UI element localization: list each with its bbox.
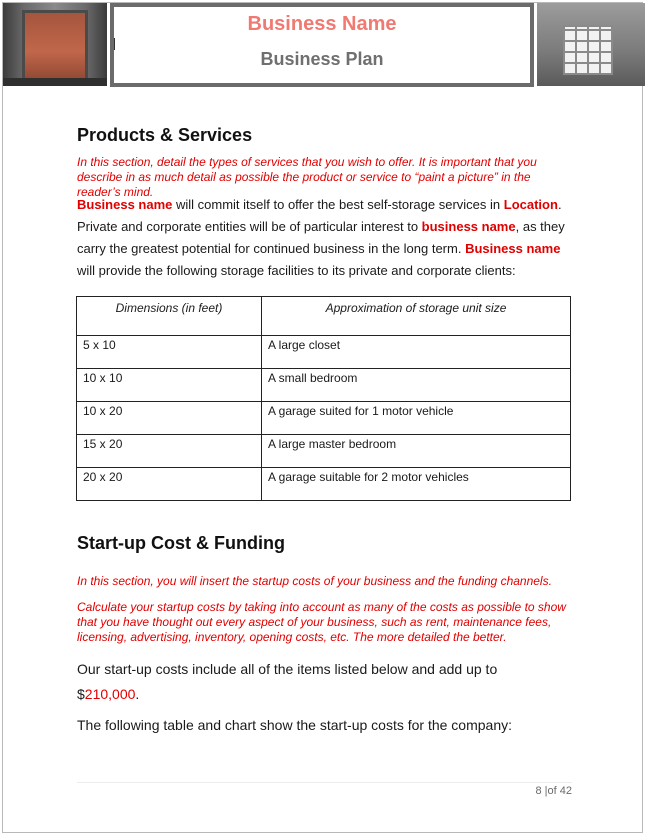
table-row <box>77 369 571 402</box>
business-plan-subtitle: Business Plan <box>260 49 384 69</box>
size-description-cell: A small bedroom <box>262 369 571 402</box>
size-description-cell: A large master bedroom <box>262 435 571 468</box>
startup-costs-paragraph: Our start-up costs include all of the items listed below and add up to $210,000. <box>77 661 498 702</box>
startup-instruction-calculate: Calculate your startup costs by taking into account as many of the costs as possible to show that you have thought out every aspect of your business, such as rent, maintenance fees, licensing, advertising, inventory, opening costs, etc. The more detailed the better. <box>77 600 566 644</box>
dimension-cell: 20 x 20 <box>77 468 262 501</box>
startup-instruction-channels: In this section, you will insert the startup costs of your business and the funding channels. <box>77 574 552 588</box>
text-cursor <box>114 38 115 50</box>
table-row <box>77 336 571 369</box>
products-services-instruction: In this section, detail the types of services that you wish to offer. It is important that you describe in as much detail as possible the product or service to “paint a picture” in the reader’s mind. <box>77 155 537 199</box>
table-row <box>77 468 571 501</box>
dimensions-column-header: Dimensions (in feet) <box>77 297 262 336</box>
page-number: 8 |of 42 <box>535 785 572 797</box>
dimension-cell: 15 x 20 <box>77 435 262 468</box>
dimension-cell: 10 x 20 <box>77 402 262 435</box>
startup-cost-heading: Start-up Cost & Funding <box>77 533 285 553</box>
products-services-heading: Products & Services <box>77 125 253 145</box>
table-header-row <box>77 297 571 336</box>
size-description-cell: A garage suited for 1 motor vehicle <box>262 402 571 435</box>
size-description-cell: A garage suitable for 2 motor vehicles <box>262 468 571 501</box>
business-name-placeholder: Business name <box>465 241 561 256</box>
footer-divider <box>77 782 572 783</box>
header-garage-image <box>537 3 645 86</box>
business-name-title: Business Name <box>247 13 397 35</box>
storage-door-graphic <box>25 13 85 83</box>
table-row <box>77 435 571 468</box>
location-placeholder: Location <box>503 197 558 212</box>
business-name-placeholder: Business name <box>77 197 173 212</box>
title-box <box>110 3 534 87</box>
size-column-header: Approximation of storage unit size <box>262 297 571 336</box>
business-name-placeholder: business name <box>421 219 516 234</box>
table-row <box>77 402 571 435</box>
dimension-cell: 5 x 10 <box>77 336 262 369</box>
dimension-cell: 10 x 10 <box>77 369 262 402</box>
header-storage-door-image <box>3 3 107 86</box>
storage-units-table <box>76 296 571 501</box>
startup-amount: 210,000 <box>84 686 136 702</box>
garage-window-graphic <box>563 25 613 75</box>
size-description-cell: A large closet <box>262 336 571 369</box>
table-chart-intro: The following table and chart show the start-up costs for the company: <box>77 717 513 733</box>
products-services-paragraph: Business name will commit itself to offer the best self-storage services in Location. Private and corporate entities will be of particular interest to business name, as they carry the greatest potential for continued business in the long term. Business name will provide the following storage facilities to its private and corporate clients: <box>77 197 565 278</box>
